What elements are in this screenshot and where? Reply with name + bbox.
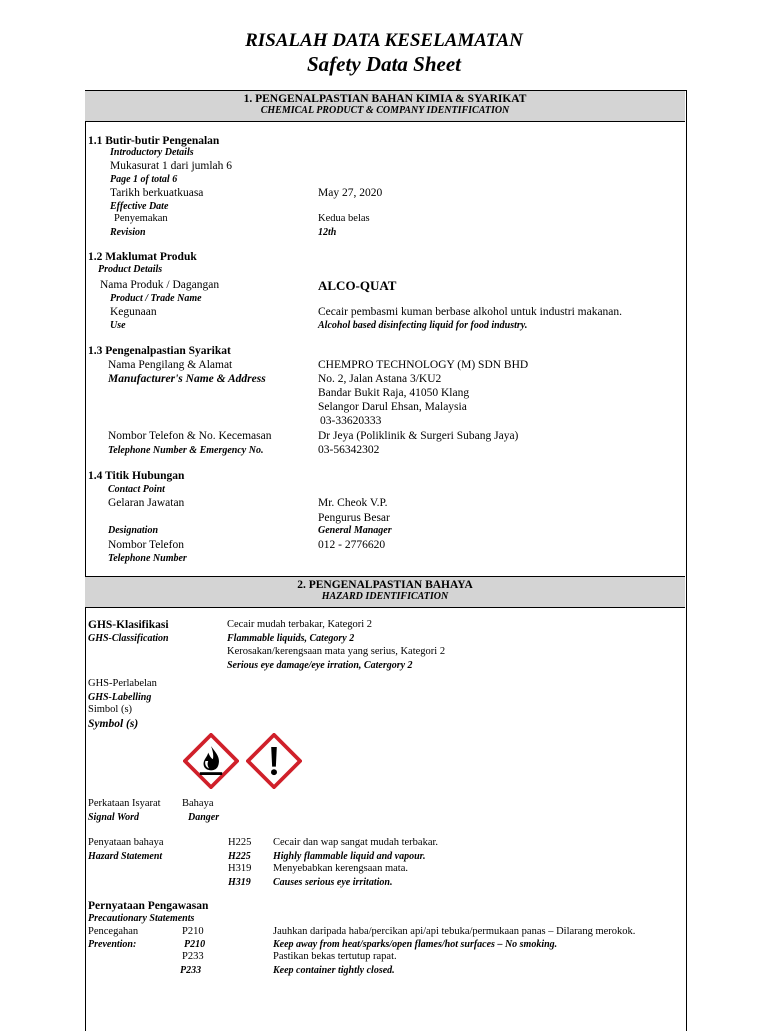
s14-heading-en: Contact Point (108, 484, 165, 495)
emergency-contact-name: Dr Jeya (Poliklinik & Surgeri Subang Jaya) (318, 430, 519, 442)
designation-value: Pengurus Besar (318, 512, 390, 524)
effective-date-value: May 27, 2020 (318, 187, 383, 199)
symbol-label-en: Symbol (s) (88, 718, 139, 730)
product-label: Nama Produk / Dagangan (100, 279, 220, 291)
s12-heading: 1.2 Maklumat Produk (88, 251, 197, 263)
page-label-en: Page 1 of total 6 (110, 174, 178, 185)
address-line-1: No. 2, Jalan Astana 3/KU2 (318, 373, 442, 385)
contact-person: Mr. Cheok V.P. (318, 497, 388, 509)
telephone-label-en: Telephone Number & Emergency No. (108, 445, 264, 456)
h319-text: Menyebabkan kerengsaan mata. (273, 863, 408, 874)
company-name: CHEMPRO TECHNOLOGY (M) SDN BHD (318, 359, 529, 371)
section-1-title: 1. PENGENALPASTIAN BAHAN KIMIA & SYARIKAT (243, 93, 527, 105)
s11-heading-en: Introductory Details (110, 147, 194, 158)
h319-code: H319 (228, 863, 252, 874)
s14-heading: 1.4 Titik Hubungan (88, 470, 185, 482)
revision-value-en: 12th (318, 227, 337, 238)
effective-date-label-en: Effective Date (110, 201, 169, 212)
p210-code: P210 (182, 926, 204, 937)
contact-phone-label: Nombor Telefon (108, 539, 184, 551)
p233-text-en: Keep container tightly closed. (273, 965, 395, 976)
classification-2-en: Serious eye damage/eye irration, Catergory 2 (227, 660, 413, 671)
hazard-statement-label: Penyataan bahaya (88, 837, 164, 848)
contact-phone-value: 012 - 2776620 (318, 539, 386, 551)
p210-text: Jauhkan daripada haba/percikan api/api tebuka/permukaan panas – Dilarang merokok. (273, 926, 636, 937)
p233-code: P233 (182, 951, 204, 962)
use-label-en: Use (110, 320, 126, 331)
p233-code-en: P233 (180, 965, 202, 976)
precautionary-heading-en: Precautionary Statements (88, 913, 195, 924)
address-line-3: Selangor Darul Ehsan, Malaysia (318, 401, 467, 413)
manufacturer-label: Nama Pengilang & Alamat (108, 359, 233, 371)
product-label-en: Product / Trade Name (110, 293, 202, 304)
prevention-label: Pencegahan (88, 926, 139, 937)
section-2-title-en: HAZARD IDENTIFICATION (321, 591, 449, 602)
contact-phone-label-en: Telephone Number (108, 553, 187, 564)
product-value: ALCO-QUAT (318, 278, 397, 293)
designation-label-en: Designation (108, 525, 159, 536)
section-1-header (85, 90, 685, 122)
signal-word-label: Perkataan Isyarat (88, 798, 161, 809)
ghs-labelling-label-en: GHS-Labelling (88, 692, 152, 703)
ghs-classification-label-en: GHS-Classification (88, 633, 169, 644)
designation-value-en: General Manager (318, 525, 392, 536)
document-subtitle: Safety Data Sheet (307, 52, 461, 76)
prevention-label-en: Prevention: (88, 939, 137, 950)
ghs-classification-label: GHS-Klasifikasi (88, 619, 169, 631)
h319-text-en: Causes serious eye irritation. (273, 877, 393, 888)
classification-1: Cecair mudah terbakar, Kategori 2 (227, 619, 373, 630)
manufacturer-label-en: Manufacturer's Name & Address (108, 373, 266, 385)
classification-1-en: Flammable liquids, Category 2 (227, 633, 355, 644)
symbol-label: Simbol (s) (88, 704, 133, 715)
signal-word-label-en: Signal Word (88, 812, 140, 823)
flame-pictogram-icon (183, 733, 239, 789)
emergency-phone: 03-56342302 (318, 444, 380, 456)
revision-value: Kedua belas (318, 213, 370, 224)
telephone-label: Nombor Telefon & No. Kecemasan (108, 430, 272, 442)
hazard-statement-label-en: Hazard Statement (88, 851, 163, 862)
use-value-en: Alcohol based disinfecting liquid for food industry. (318, 320, 528, 331)
p210-text-en: Keep away from heat/sparks/open flames/hot surfaces – No smoking. (273, 939, 558, 950)
company-phone: 03-33620333 (320, 415, 382, 427)
h225-text-en: Highly flammable liquid and vapour. (273, 851, 426, 862)
use-label: Kegunaan (110, 306, 157, 318)
use-value: Cecair pembasmi kuman berbase alkohol untuk industri makanan. (318, 306, 623, 318)
h225-text: Cecair dan wap sangat mudah terbakar. (273, 837, 439, 848)
p233-text: Pastikan bekas tertutup rapat. (273, 951, 397, 962)
precautionary-heading: Pernyataan Pengawasan (88, 900, 209, 912)
ghs-labelling-label: GHS-Perlabelan (88, 678, 157, 689)
page-label: Mukasurat 1 dari jumlah 6 (110, 160, 233, 172)
h225-code: H225 (228, 837, 252, 848)
s11-heading: 1.1 Butir-butir Pengenalan (88, 135, 220, 147)
revision-label-en: Revision (110, 227, 146, 238)
h225-code-en: H225 (228, 851, 251, 862)
section-2-header (85, 576, 685, 608)
signal-word-value: Bahaya (182, 798, 214, 809)
classification-2: Kerosakan/kerengsaan mata yang serius, Kategori 2 (227, 646, 446, 657)
effective-date-label: Tarikh berkuatkuasa (110, 187, 204, 199)
section-1-title-en: CHEMICAL PRODUCT & COMPANY IDENTIFICATION (260, 105, 510, 116)
document-title: RISALAH DATA KESELAMATAN (245, 30, 523, 51)
p210-code-en: P210 (184, 939, 206, 950)
revision-label: Penyemakan (114, 213, 168, 224)
address-line-2: Bandar Bukit Raja, 41050 Klang (318, 387, 470, 399)
designation-label: Gelaran Jawatan (108, 497, 185, 509)
s12-heading-en: Product Details (98, 264, 163, 275)
h319-code-en: H319 (228, 877, 251, 888)
signal-word-value-en: Danger (188, 812, 220, 823)
exclamation-pictogram-icon (246, 733, 302, 789)
s13-heading: 1.3 Pengenalpastian Syarikat (88, 345, 231, 357)
section-2-title: 2. PENGENALPASTIAN BAHAYA (297, 579, 473, 591)
